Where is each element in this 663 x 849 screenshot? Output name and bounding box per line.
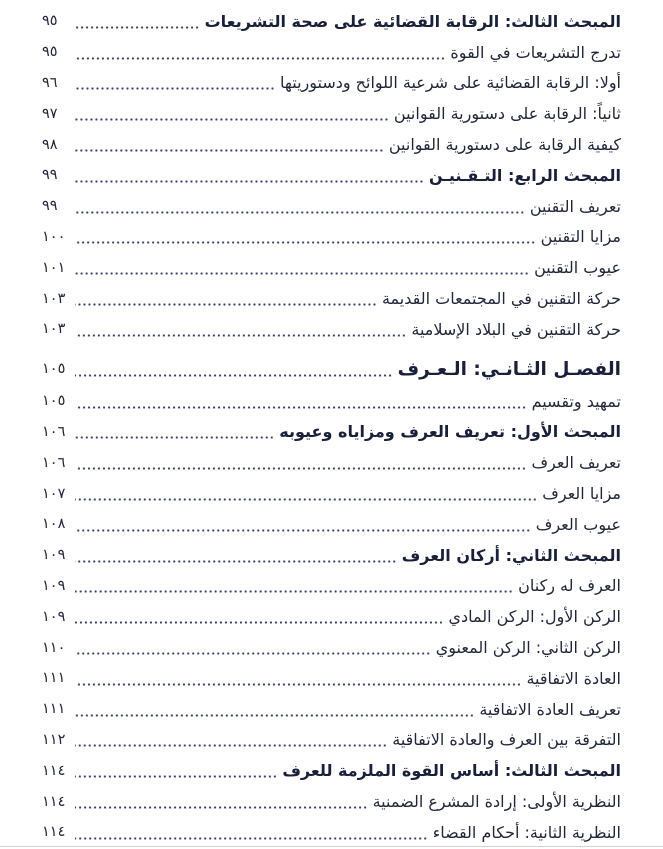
dot-leader (75, 241, 536, 244)
dot-leader (75, 406, 527, 409)
toc-entry (42, 129, 621, 160)
page-number: ١١٠ (42, 639, 66, 656)
dot-leader (75, 529, 531, 532)
toc-entry (42, 98, 621, 129)
dot-leader (75, 272, 529, 275)
toc-entry (42, 786, 621, 817)
dot-leader (75, 621, 443, 624)
dot-leader (75, 303, 377, 306)
page-number: ١٠٦ (42, 454, 66, 471)
dot-leader (75, 590, 513, 593)
page-number: ٩٦ (42, 74, 58, 91)
dot-leader (75, 775, 277, 778)
toc-entry (42, 755, 621, 786)
page-number: ١٠٩ (42, 547, 66, 564)
toc-entry-title: عيوب العرف (535, 514, 621, 534)
toc-entry-title: النظرية الثانية: أحكام القضاء (432, 822, 621, 842)
page-number: ٩٧ (42, 105, 58, 122)
page-number: ١٠٥ (42, 361, 66, 378)
toc-entry-title: عيوب التقنين (534, 258, 621, 278)
toc-entry-title: حركة التقنين في البلاد الإسلامية (411, 319, 621, 339)
dot-leader (75, 57, 445, 60)
toc-entry (42, 314, 621, 345)
toc-entry (42, 417, 621, 448)
toc-entry-title: ثانياً: الرقابة على دستورية القوانين (393, 104, 621, 124)
toc-entry (42, 601, 621, 632)
page-number: ١٠٣ (42, 321, 66, 338)
page-number: ٩٥ (42, 44, 58, 61)
dot-leader (75, 180, 424, 183)
page-number: ٩٥ (42, 13, 58, 30)
toc-entry-title: المبحث الرابع: التـقـنيـن (428, 165, 621, 185)
toc-entry-title: أولا: الرقابة القضائية على شرعية اللوائح ودستوريتها (279, 73, 621, 93)
dot-leader (75, 714, 474, 717)
toc-entry-title: الفصـل الثـانـي: الـعـرف (397, 358, 621, 380)
toc-entry (42, 694, 621, 725)
dot-leader (75, 149, 384, 152)
toc-entry-title: التفرقة بين العرف والعادة الاتفاقية (392, 730, 621, 750)
toc-entry (42, 386, 621, 417)
toc-entry (42, 725, 621, 756)
toc-entry-title: النظرية الأولى: إرادة المشرع الضمنية (372, 792, 621, 812)
toc-entry-title: تعريف العرف (531, 453, 621, 473)
dot-leader (75, 652, 431, 655)
dot-leader (75, 683, 521, 686)
toc-entry (42, 571, 621, 602)
page-number: ١٠٧ (42, 485, 66, 502)
toc-entry (42, 817, 621, 848)
toc-entry (42, 353, 621, 386)
page-number: ١٠٩ (42, 577, 66, 594)
page-number: ١١٤ (42, 793, 66, 810)
toc-entry-title: المبحث الثاني: أركان العرف (401, 545, 621, 565)
page-number: ١١١ (42, 701, 66, 718)
toc-entry (42, 632, 621, 663)
page-number: ١١٢ (42, 731, 66, 748)
page-number: ٩٩ (42, 167, 58, 184)
toc-entry-title: المبحث الثالث: أساس القوة الملزمة للعرف (282, 761, 621, 781)
toc-entry (42, 663, 621, 694)
page-number: ١٠٣ (42, 290, 66, 307)
dot-leader (75, 118, 389, 121)
toc-entry-title: تعريف العادة الاتفاقية (479, 699, 621, 719)
dot-leader (75, 374, 393, 377)
toc-entry (42, 222, 621, 253)
dot-leader (75, 436, 274, 439)
toc-entry (42, 478, 621, 509)
toc-entry (42, 37, 621, 68)
page-number: ١١٤ (42, 762, 66, 779)
dot-leader (75, 334, 406, 337)
page-number: ١٠٩ (42, 608, 66, 625)
dot-leader (75, 498, 537, 501)
toc-entry-title: تعريف التقنين (529, 196, 621, 216)
toc-entry-title: العرف له ركنان (518, 576, 621, 596)
page-number: ١١٤ (42, 824, 66, 841)
toc-entry (42, 6, 621, 37)
page-number: ١١١ (42, 670, 66, 687)
toc-entry (42, 540, 621, 571)
toc-entry (42, 509, 621, 540)
toc-entry (42, 160, 621, 191)
toc-entry-title: الركن الثاني: الركن المعنوي (435, 638, 621, 658)
toc-entry-title: مزايا التقنين (540, 227, 621, 247)
toc-entry-title: المبحث الثالث: الرقابة القضائية على صحة التشريعات (204, 11, 621, 31)
page-number: ١٠٥ (42, 393, 66, 410)
dot-leader (75, 744, 387, 747)
toc-entry (42, 252, 621, 283)
dot-leader (75, 467, 526, 470)
toc-entry-title: تمهيد وتقسيم (531, 391, 621, 411)
toc-entry (42, 447, 621, 478)
toc-entry (42, 283, 621, 314)
toc-entry (42, 191, 621, 222)
dot-leader (75, 806, 368, 809)
toc-entry-title: تدرج التشريعات في القوة (450, 42, 621, 62)
dot-leader (75, 560, 397, 563)
dot-leader (75, 837, 428, 840)
toc-entry-title: الركن الأول: الركن المادي (448, 607, 621, 627)
toc-entry-title: العادة الاتفاقية (526, 668, 621, 688)
toc-entry-title: حركة التقنين في المجتمعات القديمة (381, 289, 621, 309)
page-number: ٩٨ (42, 136, 58, 153)
toc-entry-title: المبحث الأول: تعريف العرف ومزاياه وعيوبه (279, 422, 621, 442)
page-number: ١٠٦ (42, 423, 66, 440)
page-number: ١٠١ (42, 259, 66, 276)
toc-entry-title: مزايا العرف (542, 484, 621, 504)
dot-leader (75, 26, 200, 29)
toc-entry-title: كيفية الرقابة على دستورية القوانين (388, 135, 621, 155)
page-number: ١٠٨ (42, 516, 66, 533)
dot-leader (75, 211, 525, 214)
page-number: ٩٩ (42, 198, 58, 215)
dot-leader (75, 87, 275, 90)
page-number: ١٠٠ (42, 228, 66, 245)
page-edge-line (0, 846, 663, 847)
toc-entry (42, 68, 621, 99)
